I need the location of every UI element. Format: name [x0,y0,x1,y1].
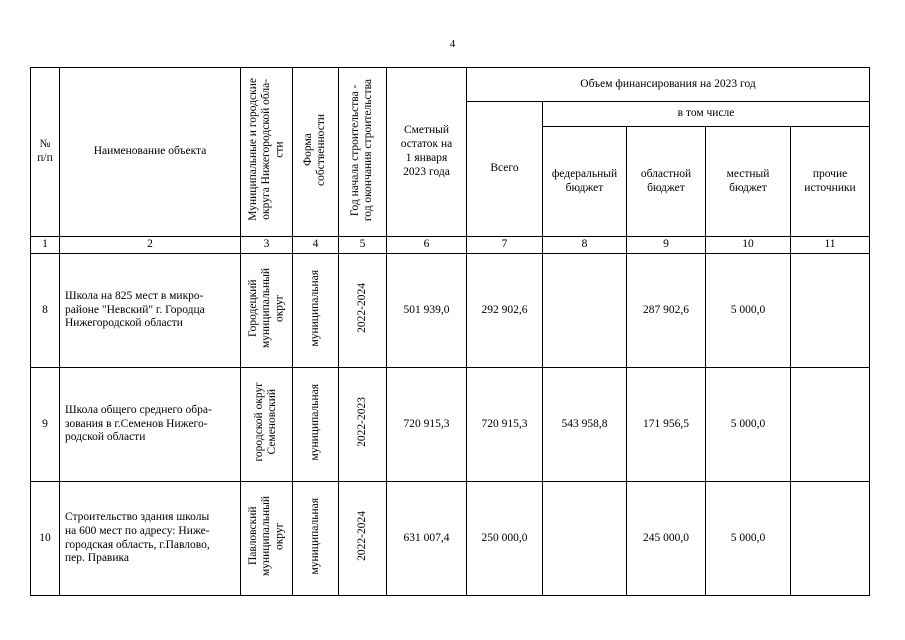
column-number: 11 [791,237,870,254]
row-local: 5 000,0 [706,482,791,596]
table-row [31,482,870,596]
row-federal [543,254,627,368]
table-row [31,368,870,482]
column-number: 5 [339,237,387,254]
row-other [791,368,870,482]
row-balance: 631 007,4 [387,482,467,596]
header-district: Муниципальные и городские округа Нижегородской обла- сти [241,68,293,237]
row-regional: 245 000,0 [627,482,706,596]
row-other [791,254,870,368]
row-years: 2022-2024 [339,254,387,368]
row-ownership: муниципальная [293,482,339,596]
header-row-1 [31,68,870,102]
row-years: 2022-2023 [339,368,387,482]
row-total: 720 915,3 [467,368,543,482]
header-including: в том числе [543,102,870,127]
row-other [791,482,870,596]
page-number: 4 [449,38,456,50]
column-number: 3 [241,237,293,254]
row-federal: 543 958,8 [543,368,627,482]
row-regional: 171 956,5 [627,368,706,482]
column-number: 1 [31,237,60,254]
row-no: 8 [31,254,60,368]
row-balance: 501 939,0 [387,254,467,368]
header-no: № п/п [31,68,60,237]
column-number: 9 [627,237,706,254]
header-years: Год начала строительства - год окончания строительства [339,68,387,237]
column-number-row [31,237,870,254]
row-regional: 287 902,6 [627,254,706,368]
column-number: 7 [467,237,543,254]
column-number: 4 [293,237,339,254]
header-financing: Объем финансирования на 2023 год [467,68,870,102]
header-ownership: Форма собственности [293,68,339,237]
row-years: 2022-2024 [339,482,387,596]
row-ownership: муниципальная [293,368,339,482]
financing-table [30,67,870,596]
column-number: 10 [706,237,791,254]
row-balance: 720 915,3 [387,368,467,482]
header-total: Всего [467,102,543,237]
header-name: Наименование объекта [60,68,241,237]
row-object-name: Школа общего среднего обра- зования в г.Семенов Нижего- родской области [60,368,241,482]
column-number: 8 [543,237,627,254]
table-row [31,254,870,368]
row-district: Городецкий муниципальный округ [241,254,293,368]
row-federal [543,482,627,596]
header-other: прочие источники [791,127,870,237]
column-number: 6 [387,237,467,254]
row-total: 250 000,0 [467,482,543,596]
row-no: 10 [31,482,60,596]
row-local: 5 000,0 [706,368,791,482]
column-number: 2 [60,237,241,254]
row-object-name: Строительство здания школы на 600 мест по адресу: Ниже- городская область, г.Павлово, пер. Правика [60,482,241,596]
row-total: 292 902,6 [467,254,543,368]
header-federal: федеральный бюджет [543,127,627,237]
row-no: 9 [31,368,60,482]
row-district: Павловский муниципальный округ [241,482,293,596]
header-local: местный бюджет [706,127,791,237]
row-local: 5 000,0 [706,254,791,368]
row-ownership: муниципальная [293,254,339,368]
row-district: городской округ Семеновский [241,368,293,482]
header-balance: Сметный остаток на 1 января 2023 года [387,68,467,237]
row-object-name: Школа на 825 мест в микро- районе "Невский" г. Городца Нижегородской области [60,254,241,368]
header-regional: областной бюджет [627,127,706,237]
